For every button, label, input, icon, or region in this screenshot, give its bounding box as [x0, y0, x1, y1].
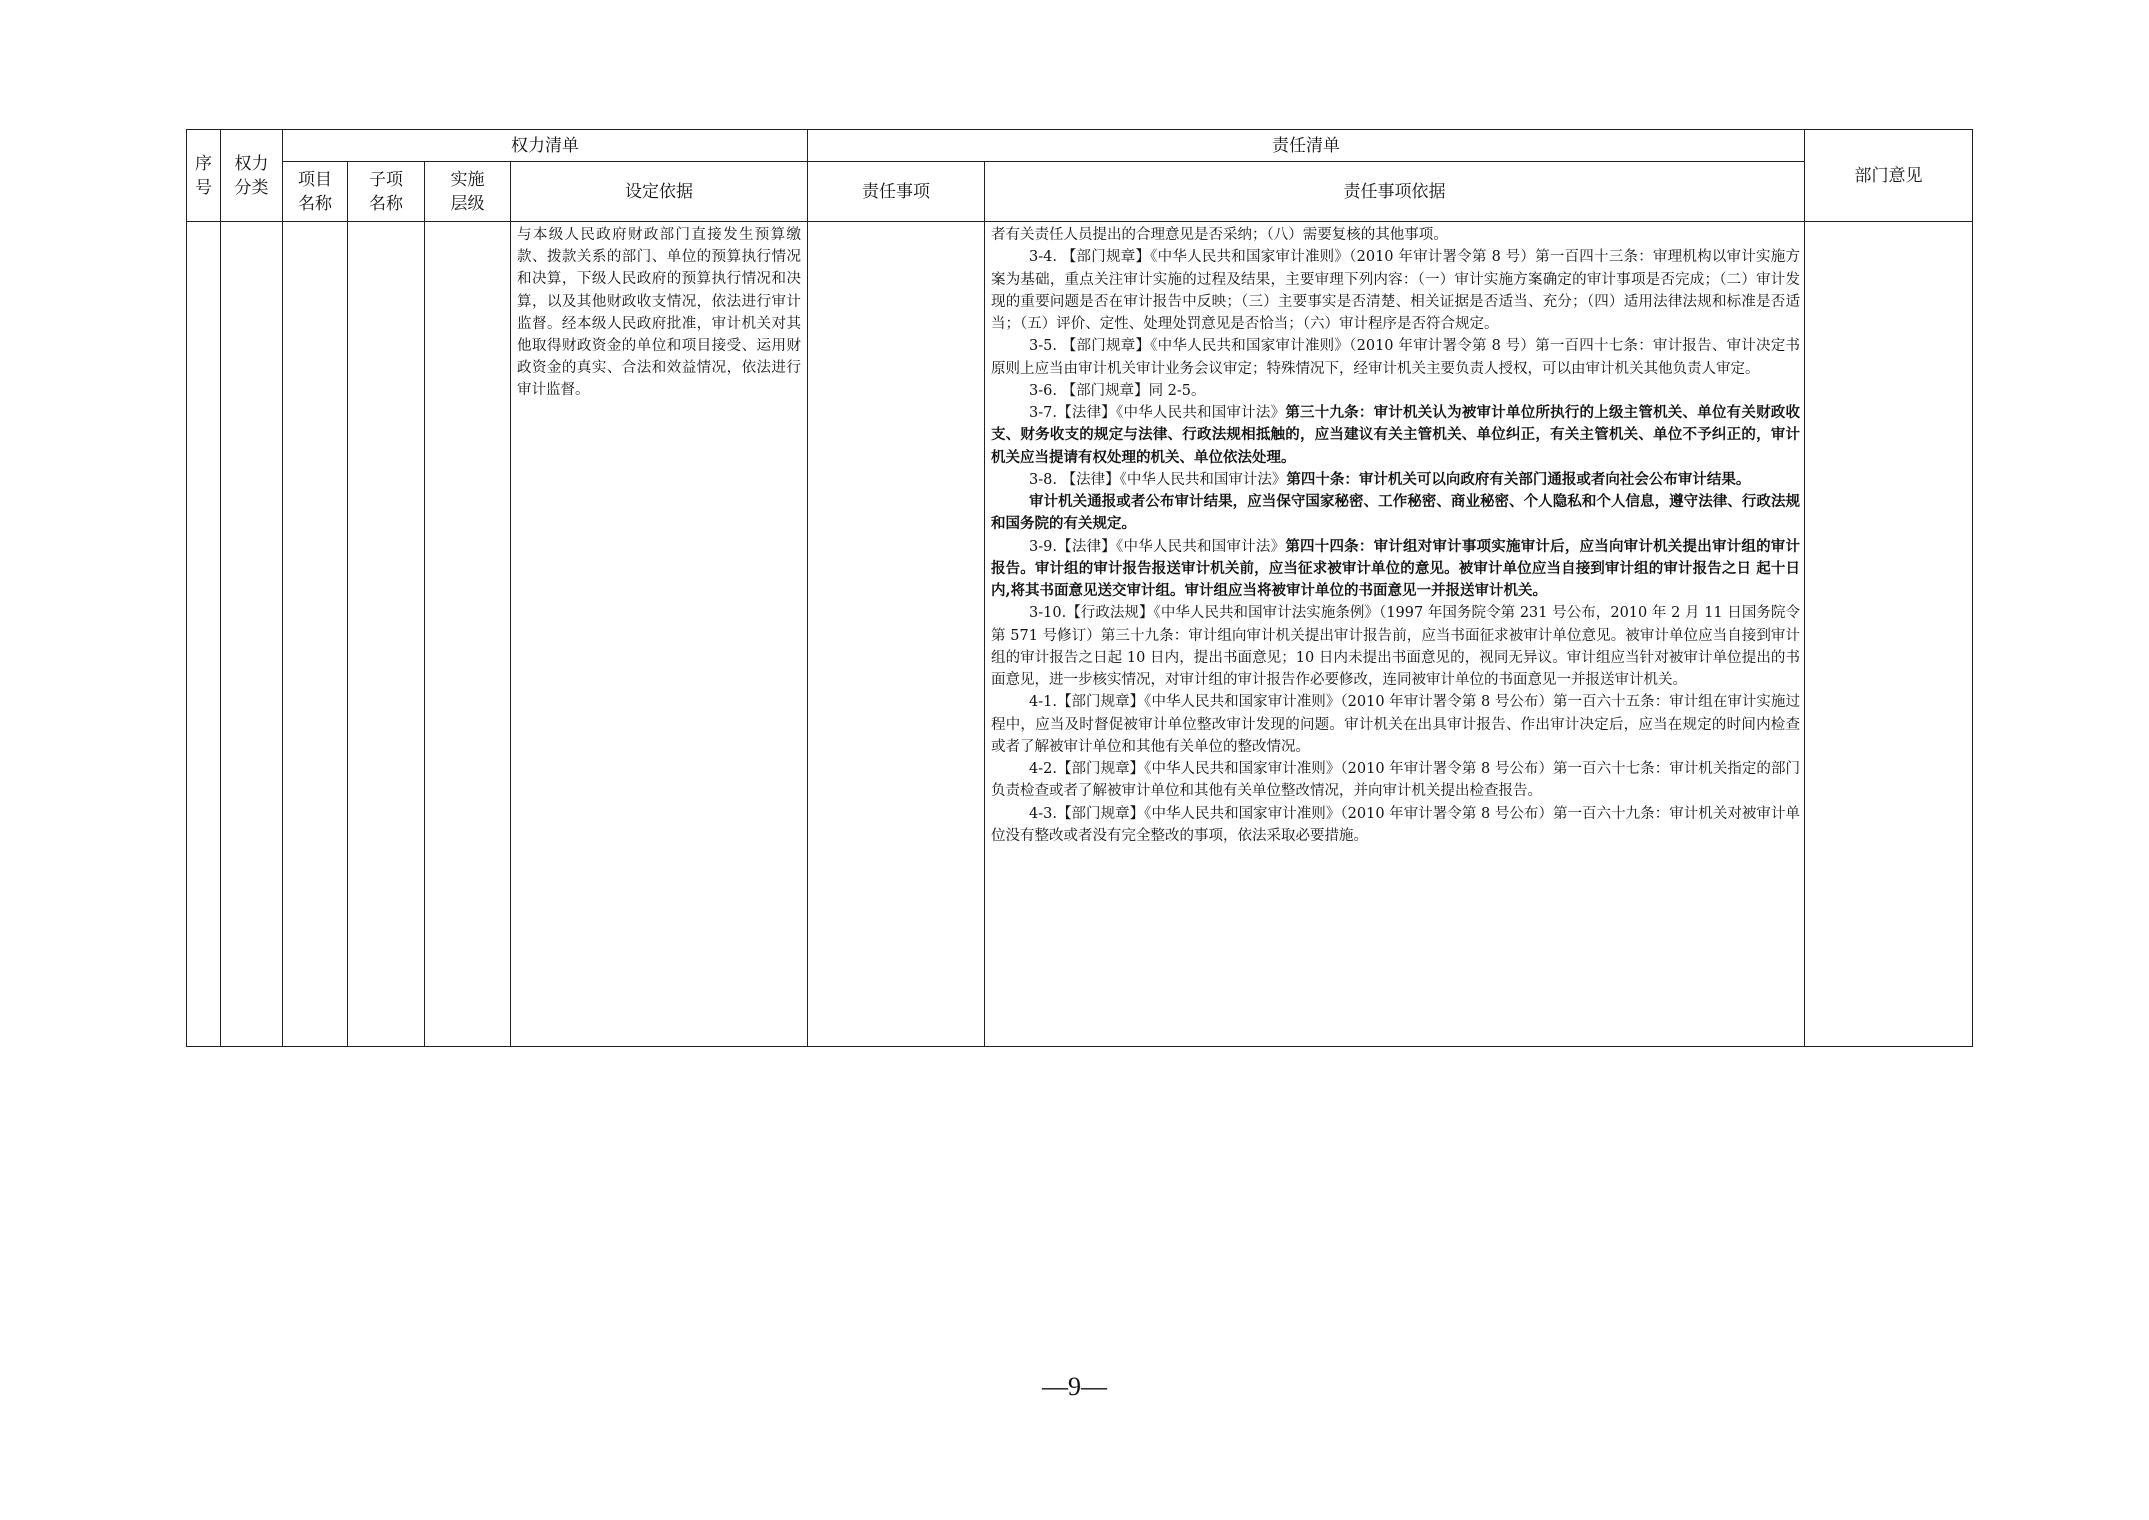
- cell-item-name: [283, 222, 348, 1047]
- resp-paragraph-pre: 3-7.【法律】《中华人民共和国审计法》: [1029, 405, 1286, 421]
- resp-paragraph: [991, 536, 1800, 603]
- header-dept-opinion-label: 部门意见: [1854, 165, 1923, 186]
- resp-paragraph: [991, 602, 1800, 691]
- resp-paragraph-pre: 4-3.【部门规章】《中华人民共和国家审计准则》（2010 年审计署令第 8 号公布）第一百六十九条：审计机关对被审计单位没有整改或者没有完全整改的事项，依法采取必要措施。: [991, 805, 1800, 844]
- resp-paragraph-pre: 3-5. 【部门规章】《中华人民共和国家审计准则》（2010 年审计署令第 8 号）第一百四十七条：审计报告、审计决定书原则上应当由审计机关审计业务会议审定；特殊情况下，经审计机关主要负责人授权，可以由审计机关其他负责人审定。: [991, 338, 1800, 377]
- cell-category: [221, 222, 283, 1047]
- resp-paragraph-pre: 3-8. 【法律】《中华人民共和国审计法》: [1029, 471, 1287, 488]
- cell-resp-item: [808, 222, 985, 1047]
- resp-paragraph-bold: 第四十四条：审计组对审计事项实施审计后，应当向审计机关提出审计组的审计报告。审计组的审计报告报送审计机关前，应当征求被审计单位的意见。被审计单位应当自接到审计组的审计报告之日 起十日内,将其书面意见送交审计组。审计组应当将被审计单位的书面意见一并报送审计机关。: [991, 537, 1800, 599]
- resp-paragraph: [991, 469, 1800, 491]
- header-resp-list-label: 责任清单: [1272, 135, 1340, 156]
- resp-paragraph-bold: 审计机关通报或者公布审计结果，应当保守国家秘密、工作秘密、商业秘密、个人隐私和个人信息，遵守法律、行政法规和国务院的有关规定。: [991, 493, 1800, 533]
- resp-paragraph-bold: 第四十条：审计机关可以向政府有关部门通报或者向社会公布审计结果。: [1286, 470, 1751, 488]
- header-sub-name: [348, 162, 425, 222]
- resp-paragraph-pre: 者有关责任人员提出的合理意见是否采纳；（八）需要复核的其他事项。: [991, 227, 1448, 243]
- resp-paragraph-pre: 4-2.【部门规章】《中华人民共和国家审计准则》（2010 年审计署令第 8 号公布）第一百六十七条：审计机关指定的部门负责检查或者了解被审计单位和其他有关单位整改情况，并向审计机关提出检查报告。: [991, 761, 1800, 800]
- header-seq: [187, 130, 221, 222]
- resp-paragraph: [991, 691, 1800, 758]
- resp-paragraph-bold: 第三十九条：审计机关认为被审计单位所执行的上级主管机关、单位有关财政收支、财务收支的规定与法律、行政法规相抵触的，应当建议有关主管机关、单位纠正，有关主管机关、单位不予纠正的，审计机关应当提请有权处理的机关、单位依法处理。: [991, 404, 1800, 466]
- resp-paragraph: [991, 402, 1800, 469]
- header-category-label: 权力分类: [234, 153, 269, 198]
- resp-paragraph: [991, 380, 1800, 402]
- header-basis: [511, 162, 808, 222]
- resp-paragraph: [991, 491, 1800, 536]
- cell-level: [425, 222, 511, 1047]
- resp-paragraph-pre: 3-6. 【部门规章】同 2-5。: [1029, 382, 1206, 399]
- header-resp-basis: [985, 162, 1805, 222]
- resp-paragraph: [991, 246, 1800, 335]
- page-number: —9—: [1042, 1372, 1107, 1401]
- resp-paragraph: [991, 335, 1800, 380]
- cell-basis: [511, 222, 808, 1047]
- cell-sub-name: [348, 222, 425, 1047]
- header-dept-opinion: [1805, 130, 1973, 222]
- header-resp-item-label: 责任事项: [862, 181, 930, 202]
- header-power-list-label: 权力清单: [511, 135, 579, 156]
- header-sub-name-label: 子项名称: [369, 169, 403, 214]
- resp-paragraph: [991, 803, 1800, 848]
- cell-resp-basis: [985, 222, 1805, 1047]
- basis-text: 与本级人民政府财政部门直接发生预算缴款、拨款关系的部门、单位的预算执行情况和决算，下级人民政府的预算执行情况和决算，以及其他财政收支情况，依法进行审计监督。经本级人民政府批准，审计机关对其他取得财政资金的单位和项目接受、运用财政资金的真实、合法和效益情况，依法进行审计监督。: [517, 227, 801, 399]
- resp-paragraph: [991, 224, 1800, 246]
- header-level: [425, 162, 511, 222]
- header-seq-label: 序号: [195, 153, 212, 198]
- header-power-list: [283, 130, 808, 162]
- resp-paragraph-pre: 4-1.【部门规章】《中华人民共和国家审计准则》（2010 年审计署令第 8 号公布）第一百六十五条：审计组在审计实施过程中，应当及时督促被审计单位整改审计发现的问题。审计机关在出具审计报告、作出审计决定后，应当在规定的时间内检查或者了解被审计单位和其他有关单位的整改情况。: [991, 694, 1800, 755]
- header-resp-basis-label: 责任事项依据: [1343, 181, 1446, 202]
- header-item-name: [283, 162, 348, 222]
- header-responsibility-list: [808, 130, 1805, 162]
- resp-paragraph-pre: 3-9.【法律】《中华人民共和国审计法》: [1029, 538, 1286, 555]
- resp-basis-text: [985, 222, 1804, 847]
- power-responsibility-table: [186, 129, 1973, 1047]
- resp-paragraph-pre: 3-4. 【部门规章】《中华人民共和国家审计准则》（2010 年审计署令第 8 号）第一百四十三条：审理机构以审计实施方案为基础，重点关注审计实施的过程及结果，主要审理下列内容：（一）审计实施方案确定的审计事项是否完成；（二）审计发现的重要问题是否在审计报告中反映；（三）主要事实是否清楚、相关证据是否适当、充分；（四）适用法律法规和标准是否适当；（五）评价、定性、处理处罚意见是否恰当；（六）审计程序是否符合规定。: [991, 249, 1800, 332]
- cell-seq: [187, 222, 221, 1047]
- header-basis-label: 设定依据: [625, 181, 693, 202]
- resp-paragraph-pre: 3-10.【行政法规】《中华人民共和国审计法实施条例》（1997 年国务院令第 231 号公布，2010 年 2 月 11 日国务院令第 571 号修订）第三十九条：审计组向审计机关提出审计报告前，应当书面征求被审计单位意见。被审计单位应当自接到审计组的审计报告之日起 10 日内，提出书面意见；10 日内未提出书面意见的，视同无异议。审计组应当针对被审计单位提出的书面意见，进一步核实情况，对审计组的审计报告作必要修改，连同被审计单位的书面意见一并报送审计机关。: [991, 605, 1800, 688]
- header-category: [221, 130, 283, 222]
- header-item-name-label: 项目名称: [298, 169, 332, 214]
- resp-paragraph: [991, 758, 1800, 803]
- header-resp-item: [808, 162, 985, 222]
- cell-dept-opinion: [1805, 222, 1973, 1047]
- header-level-label: 实施层级: [450, 169, 485, 214]
